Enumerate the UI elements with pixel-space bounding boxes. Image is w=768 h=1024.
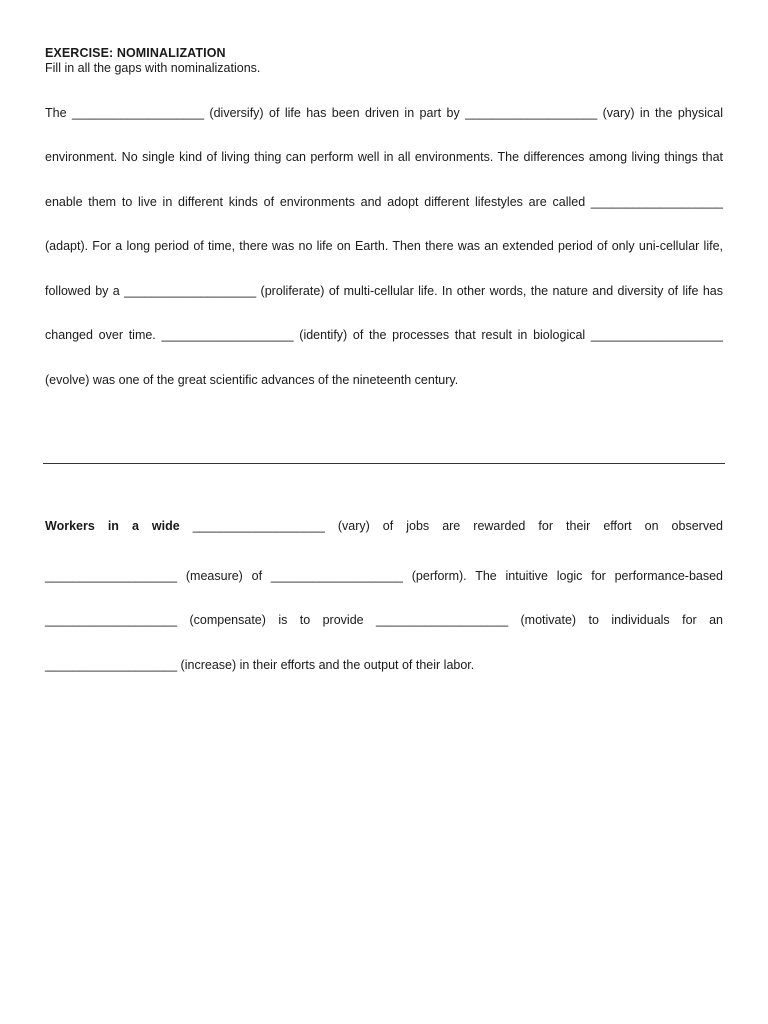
passage2-line-1-text: ___________________ (vary) of jobs are rewarded for their effort on observed xyxy=(179,519,723,533)
passage1-line-5: followed by a ___________________ (proliferate) of multi-cellular life. In other words, the nature and diversity of life has xyxy=(45,284,723,298)
exercise-title: EXERCISE: NOMINALIZATION xyxy=(45,46,226,60)
passage1-line-4: (adapt). For a long period of time, there was no life on Earth. Then there was an extended period of only uni-cellular life, xyxy=(45,239,723,253)
passage2-line-1 xyxy=(45,519,723,534)
passage2-line-3: ___________________ (compensate) is to provide ___________________ (motivate) to individuals for an xyxy=(45,613,723,627)
exercise-instructions: Fill in all the gaps with nominalizations. xyxy=(45,61,261,75)
passage1-line-3: enable them to live in different kinds of environments and adopt different lifestyles are called ___________________ xyxy=(45,195,723,209)
passage1-line-6: changed over time. ___________________ (identify) of the processes that result in biological ___________________ xyxy=(45,328,723,342)
section-divider xyxy=(43,463,725,464)
passage1-line-7: (evolve) was one of the great scientific advances of the nineteenth century. xyxy=(45,373,459,387)
passage2-lead: Workers in a wide xyxy=(45,519,180,533)
passage1-line-2: environment. No single kind of living thing can perform well in all environments. The differences among living things that xyxy=(45,150,723,164)
passage1-line-1: The ___________________ (diversify) of life has been driven in part by ___________________ (vary) in the physical xyxy=(45,106,723,120)
passage2-line-4: ___________________ (increase) in their efforts and the output of their labor. xyxy=(45,658,475,672)
passage2-line-2: ___________________ (measure) of ___________________ (perform). The intuitive logic for performance-based xyxy=(45,569,723,583)
